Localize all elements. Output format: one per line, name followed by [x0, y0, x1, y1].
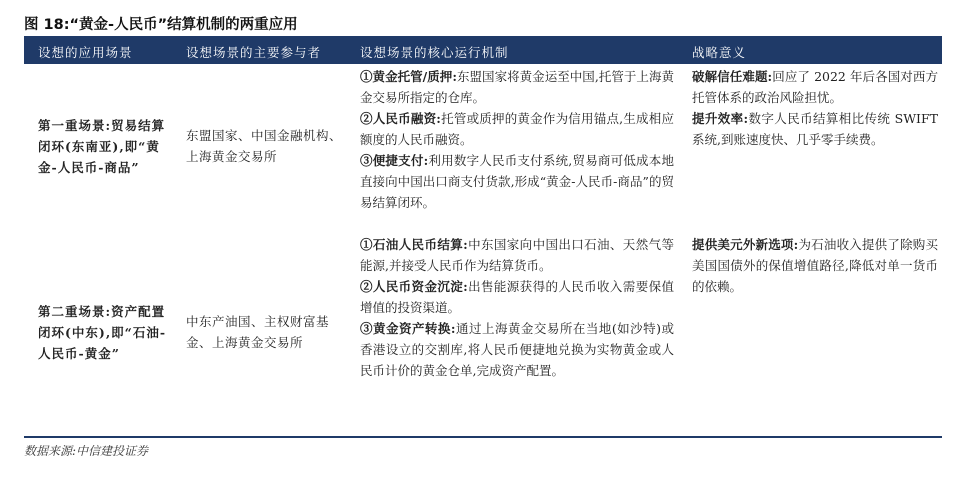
- mechanism-label: ③黄金资产转换:: [360, 321, 456, 336]
- mechanism-text: 通过上海黄金交易所在当地(如沙特)或香港设立的交割库,将人民币便捷地兑换为实物黄金或人民币计价的黄金仓单,完成资产配置。: [360, 321, 674, 378]
- figure: [24, 14, 942, 459]
- participants-cell: 中东产油国、主权财富基金、上海黄金交易所: [186, 314, 330, 350]
- mechanism-label: ③便捷支付:: [360, 153, 429, 168]
- mechanism-point: [360, 150, 674, 213]
- mechanism-table: [24, 36, 942, 438]
- table-header-row: [24, 38, 942, 65]
- table-row: [24, 64, 942, 228]
- mechanism-point: [360, 66, 674, 108]
- significance-text: 回应了 2022 年后各国对西方托管体系的政治风险担忧。: [692, 69, 938, 105]
- participants-cell: 东盟国家、中国金融机构、上海黄金交易所: [186, 128, 343, 164]
- header-mechanism: 设想场景的核心运行机制: [346, 38, 678, 65]
- mechanism-label: ②人民币融资:: [360, 111, 441, 126]
- mechanism-point: [360, 108, 674, 150]
- mechanism-text: 东盟国家将黄金运至中国,托管于上海黄金交易所指定的仓库。: [360, 69, 674, 105]
- mechanism-text: 托管或质押的黄金作为信用锚点,生成相应额度的人民币融资。: [360, 111, 674, 147]
- mechanism-label: ②人民币资金沉淀:: [360, 279, 468, 294]
- mechanism-point: [360, 318, 674, 381]
- significance-cell: [678, 228, 942, 437]
- significance-cell: [678, 64, 942, 228]
- significance-label: 提升效率:: [692, 111, 749, 126]
- mechanism-text: 出售能源获得的人民币收入需要保值增值的投资渠道。: [360, 279, 674, 315]
- significance-label: 破解信任难题:: [692, 69, 773, 84]
- significance-point: [692, 66, 938, 108]
- mechanism-cell: [346, 228, 678, 437]
- significance-point: [692, 108, 938, 150]
- header-significance: 战略意义: [678, 38, 942, 65]
- significance-label: 提供美元外新选项:: [692, 237, 799, 252]
- mechanism-point: [360, 234, 674, 276]
- mechanism-text: 中东国家向中国出口石油、天然气等能源,并接受人民币作为结算货币。: [360, 237, 674, 273]
- mechanism-point: [360, 276, 674, 318]
- mechanism-label: ①黄金托管/质押:: [360, 69, 457, 84]
- table-row: [24, 228, 942, 437]
- data-source: 数据来源:中信建投证券: [24, 444, 149, 458]
- significance-text: 数字人民币结算相比传统 SWIFT 系统,到账速度快、几乎零手续费。: [692, 111, 938, 147]
- header-scene: 设想的应用场景: [24, 38, 172, 65]
- mechanism-text: 利用数字人民币支付系统,贸易商可低成本地直接向中国出口商支付货款,形成“黄金-人民币-商品”的贸易结算闭环。: [360, 153, 674, 210]
- scene-cell: 第一重场景:贸易结算闭环(东南亚),即“黄金-人民币-商品”: [38, 117, 166, 175]
- mechanism-label: ①石油人民币结算:: [360, 237, 468, 252]
- header-participants: 设想场景的主要参与者: [172, 38, 346, 65]
- mechanism-cell: [346, 64, 678, 228]
- significance-text: 为石油收入提供了除购买美国国债外的保值增值路径,降低对单一货币的依赖。: [692, 237, 938, 294]
- scene-cell: 第二重场景:资产配置闭环(中东),即“石油-人民币-黄金”: [38, 303, 167, 361]
- figure-title: 图 18:“黄金-人民币”结算机制的两重应用: [24, 17, 298, 33]
- significance-point: [692, 234, 938, 297]
